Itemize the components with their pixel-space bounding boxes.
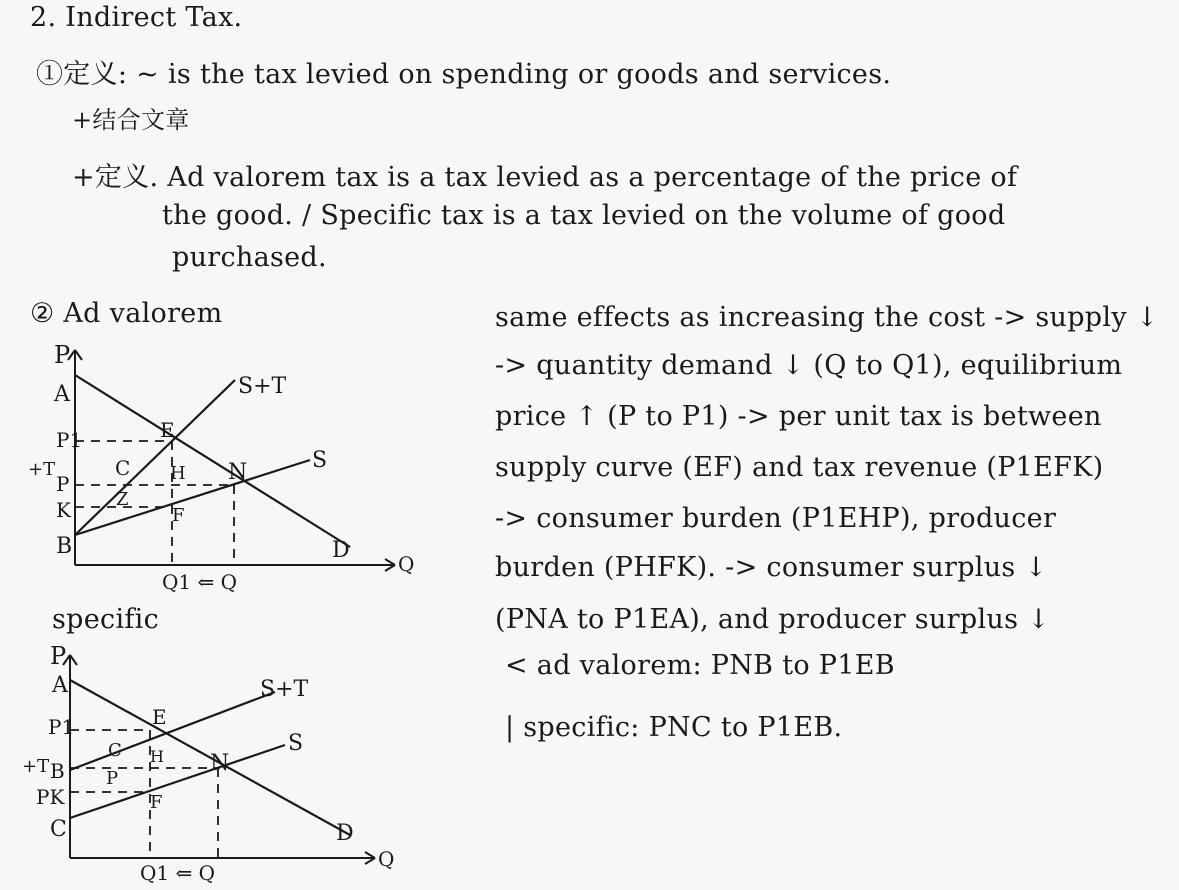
explanation-line: (PNA to P1EA), and producer surplus ↓ — [495, 604, 1051, 635]
y-axis-arrow — [70, 655, 77, 665]
supply-tax-label: S+T — [238, 374, 287, 399]
q-label: Q1 ⇐ Q — [162, 570, 237, 594]
point-label-a: A — [52, 673, 68, 698]
point-label-e: E — [160, 418, 175, 442]
explanation-line: same effects as increasing the cost -> supply ↓ — [495, 302, 1159, 333]
supply-tax-curve — [75, 380, 235, 535]
y-axis-label: P — [54, 341, 71, 369]
y-axis-arrow — [75, 350, 82, 360]
specific-diagram — [20, 640, 460, 890]
explanation-line: < ad valorem: PNB to P1EB — [505, 650, 895, 681]
subdef-line-2: the good. / Specific tax is a tax levied on the volume of good — [162, 200, 1006, 231]
point-label-a: A — [54, 382, 70, 407]
y-axis-label: P — [50, 642, 67, 670]
explanation-line: -> quantity demand ↓ (Q to Q1), equilibrium — [495, 350, 1123, 381]
supply-curve — [75, 460, 310, 535]
q-label: Q1 ⇐ Q — [140, 861, 215, 885]
point-label-c: C — [50, 817, 67, 842]
area-label-p: P — [106, 768, 119, 789]
point-label-b: B — [50, 759, 65, 783]
area-label-c: C — [115, 456, 131, 480]
point-label-pk: PK — [36, 785, 65, 809]
ad-valorem-diagram — [20, 335, 460, 605]
point-label-n: N — [228, 460, 248, 485]
explanation-line: price ↑ (P to P1) -> per unit tax is between — [495, 401, 1102, 432]
point-label-p1: P1 — [48, 715, 75, 739]
page-heading: 2. Indirect Tax. — [30, 2, 243, 33]
area-label-c: C — [108, 740, 122, 761]
point-label-p1: P1 — [56, 428, 83, 452]
x-axis-label: Q — [398, 552, 415, 576]
point-label-p: P — [56, 472, 70, 496]
explanation-line: supply curve (EF) and tax revenue (P1EFK) — [495, 452, 1104, 483]
subdef-line-3: purchased. — [172, 242, 327, 273]
point-label-h: H — [170, 463, 186, 484]
tax-label: +T — [28, 459, 56, 480]
x-axis-label: Q — [378, 847, 395, 871]
tax-label: +T — [22, 756, 50, 777]
section-ad-valorem-title: ② Ad valorem — [30, 298, 223, 329]
subdef-line-1: +定义. Ad valorem tax is a tax levied as a percentage of the price of — [72, 162, 1018, 193]
explanation-line: burden (PHFK). -> consumer surplus ↓ — [495, 552, 1048, 583]
point-label-n: N — [210, 751, 230, 776]
demand-label: D — [336, 821, 354, 846]
definition-line: ①定义: ~ is the tax levied on spending or goods and services. — [36, 59, 892, 90]
supply-label: S — [288, 731, 304, 756]
demand-label: D — [332, 538, 350, 563]
area-label-z: Z — [116, 489, 129, 510]
supply-tax-label: S+T — [260, 677, 309, 702]
point-label-h: H — [150, 747, 164, 766]
point-label-k: K — [56, 498, 71, 522]
explanation-line: -> consumer burden (P1EHP), producer — [495, 503, 1057, 534]
point-label-f: F — [172, 505, 185, 526]
point-label-b: B — [56, 534, 73, 559]
supply-label: S — [312, 448, 328, 473]
point-label-e: E — [152, 705, 167, 729]
note-line: +结合文章 — [72, 106, 190, 134]
explanation-line: | specific: PNC to P1EB. — [505, 712, 843, 743]
section-specific-title: specific — [52, 604, 160, 635]
point-label-f: F — [150, 792, 163, 813]
